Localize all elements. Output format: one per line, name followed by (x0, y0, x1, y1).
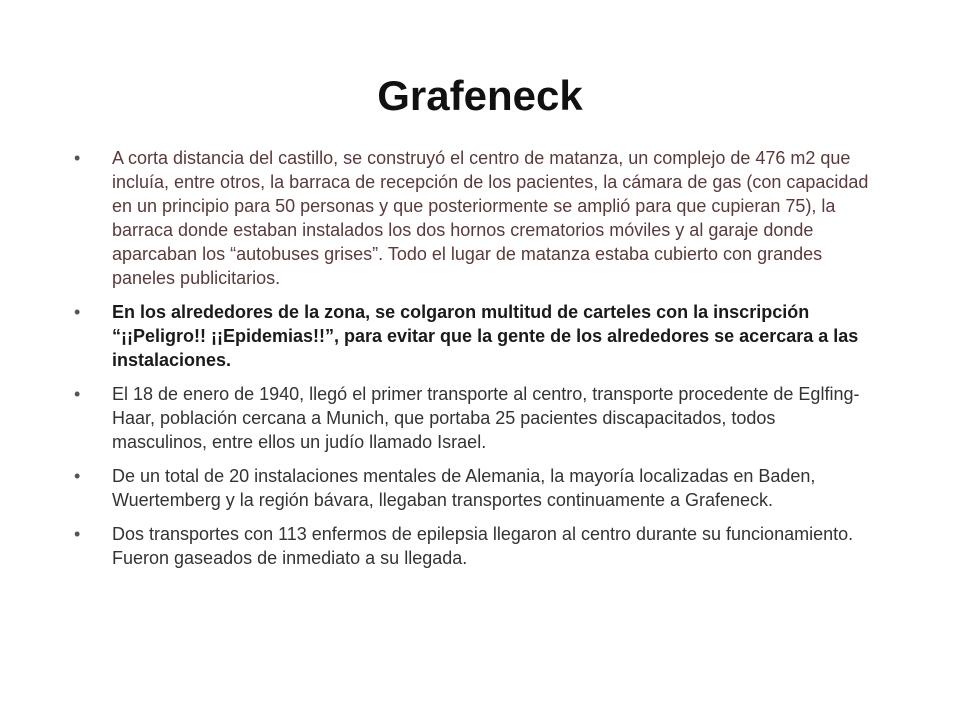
bullet-text: A corta distancia del castillo, se construyó el centro de matanza, un complejo de 476 m2 que incluía, entre otros, la barraca de recepción de los pacientes, la cámara de gas (con capacidad en un principio para 50 personas y que posteriormente se amplió para que cupieran 75), la barraca donde estaban instalados los dos hornos crematorios móviles y al garaje donde aparcaban los “autobuses grises”. Todo el lugar de matanza estaba cubierto con grandes paneles publicitarios. (112, 148, 869, 288)
bullet-icon: • (74, 524, 81, 544)
bullet-icon: • (74, 466, 81, 486)
bullet-icon: • (74, 302, 81, 322)
bullet-item (72, 382, 872, 454)
bullet-item (72, 300, 872, 372)
bullet-text: En los alrededores de la zona, se colgaron multitud de carteles con la inscripción “¡¡Peligro!! ¡¡Epidemias!!”, para evitar que la gente de los alrededores se acercara a las instalaciones. (112, 302, 859, 370)
bullet-text: De un total de 20 instalaciones mentales de Alemania, la mayoría localizadas en Baden, Wuertemberg y la región bávara, llegaban transportes continuamente a Grafeneck. (112, 466, 816, 510)
bullet-item (72, 464, 872, 512)
slide-title: Grafeneck (377, 72, 583, 119)
bullet-list (72, 146, 872, 580)
bullet-item (72, 146, 872, 290)
bullet-icon: • (74, 148, 81, 168)
bullet-item (72, 522, 872, 570)
bullet-icon: • (74, 384, 81, 404)
bullet-text: Dos transportes con 113 enfermos de epilepsia llegaron al centro durante su funcionamiento. Fueron gaseados de inmediato a su llegada. (112, 524, 854, 568)
bullet-text: El 18 de enero de 1940, llegó el primer transporte al centro, transporte procedente de Eglfing-Haar, población cercana a Munich, que portaba 25 pacientes discapacitados, todos masculinos, entre ellos un judío llamado Israel. (112, 384, 860, 452)
